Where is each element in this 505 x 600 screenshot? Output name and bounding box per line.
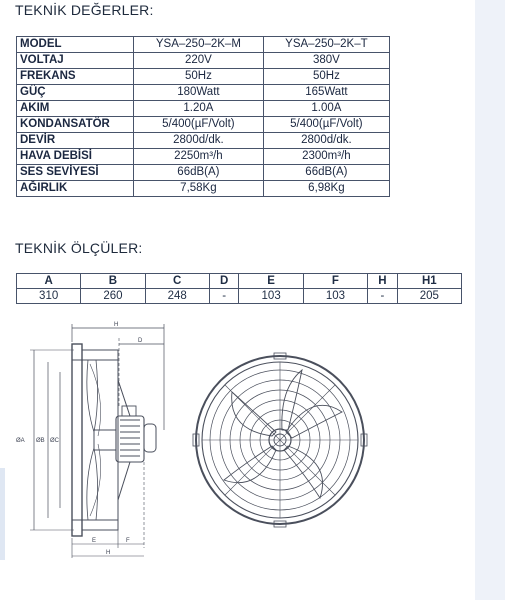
spec-value-single-phase: 66dB(A) [134,165,264,181]
dimension-header: D [209,274,239,289]
dimension-header: B [81,274,145,289]
side-label-e: E [92,538,97,544]
spec-row [17,165,390,181]
spec-label: GÜÇ [17,85,134,101]
spec-value-single-phase: 5/400(µF/Volt) [134,117,264,133]
spec-label: AKIM [17,101,134,117]
dimension-value: - [368,289,398,304]
dimension-header: E [239,274,303,289]
spec-value-three-phase: 165Watt [263,85,389,101]
spec-label: KONDANSATÖR [17,117,134,133]
dimension-header: F [303,274,367,289]
side-label-oa: ØA [16,438,25,444]
dimension-value: 310 [17,289,81,304]
side-label-f: F [126,538,130,544]
dimension-value: - [209,289,239,304]
section-title-technical-dimensions: TEKNİK ÖLÇÜLER: [15,240,143,256]
spec-value-single-phase: 220V [134,53,264,69]
spec-value-single-phase: 7,58Kg [134,181,264,197]
spec-value-single-phase: 50Hz [134,69,264,85]
spec-row [17,37,390,53]
spec-row [17,133,390,149]
spec-row [17,149,390,165]
spec-value-single-phase: 180Watt [134,85,264,101]
spec-row [17,53,390,69]
spec-value-three-phase: 50Hz [263,69,389,85]
section-title-technical-values: TEKNİK DEĞERLER: [15,2,154,18]
spec-value-three-phase: 380V [263,53,389,69]
left-background-strip [0,468,5,560]
spec-value-single-phase: 2250m³/h [134,149,264,165]
side-label-h-top: H [114,322,119,328]
side-label-h-bottom: H [106,550,111,556]
spec-row [17,101,390,117]
spec-label: FREKANS [17,69,134,85]
spec-label: HAVA DEBİSİ [17,149,134,165]
fan-front-view-drawing [192,352,368,528]
spec-value-three-phase: 66dB(A) [263,165,389,181]
spec-row [17,69,390,85]
spec-value-three-phase: 5/400(µF/Volt) [263,117,389,133]
fan-side-view-drawing [14,320,184,560]
side-label-ob: ØB [36,438,45,444]
dimension-value: 205 [397,289,461,304]
dimension-value: 103 [303,289,367,304]
technical-dimensions-table [16,273,462,304]
spec-value-three-phase: 1.00A [263,101,389,117]
dimension-header: H [368,274,398,289]
spec-row [17,85,390,101]
dimension-header: A [17,274,81,289]
side-label-oc: ØC [50,438,59,444]
side-label-d: D [138,338,143,344]
spec-label: SES SEVİYESİ [17,165,134,181]
dimension-value: 260 [81,289,145,304]
spec-row [17,117,390,133]
spec-value-single-phase: 2800d/dk. [134,133,264,149]
spec-label: VOLTAJ [17,53,134,69]
spec-value-three-phase: 2300m³/h [263,149,389,165]
dimension-value: 103 [239,289,303,304]
spec-label: MODEL [17,37,134,53]
right-background-strip [475,0,505,600]
spec-label: DEVİR [17,133,134,149]
spec-label: AĞIRLIK [17,181,134,197]
spec-value-three-phase: YSA–250–2K–T [263,37,389,53]
technical-values-table [16,36,390,197]
spec-row [17,181,390,197]
dimension-header: H1 [397,274,461,289]
spec-value-three-phase: 6,98Kg [263,181,389,197]
dimension-value: 248 [145,289,209,304]
dimension-header: C [145,274,209,289]
spec-value-single-phase: 1.20A [134,101,264,117]
spec-value-single-phase: YSA–250–2K–M [134,37,264,53]
dimensions-header-row [17,274,462,289]
spec-value-three-phase: 2800d/dk. [263,133,389,149]
dimensions-value-row [17,289,462,304]
